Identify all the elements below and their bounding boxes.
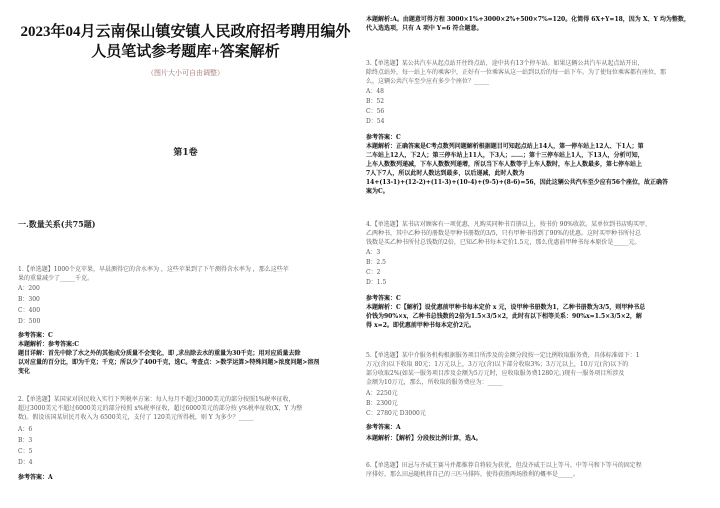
document-title — [18, 22, 353, 62]
answer: 参考答案：C — [18, 332, 53, 339]
question-text: 乙两种书，其中乙种书的册数是甲种书册数的3/5，只有甲种书得到了90%的优惠。这时买甲种书所付总 — [366, 230, 641, 237]
analysis-line: 本题解析：【解析】分段按比例计算，选A。 — [366, 435, 482, 442]
section-heading: 一.数量关系(共75题) — [18, 219, 96, 229]
question-text: 4.【单选题】某书店对顾客有一项优惠，凡购买同种书百册以上，按书价 90%收款。某单位到书店购买甲、 — [366, 221, 651, 228]
option-c: C：5 — [18, 448, 33, 455]
analysis-line: 变化 — [18, 368, 31, 375]
analysis-line: 本题解析:A。由题意可得方程 3000×1%+3000×2%+500×7%=120。化简得 6X+Y=18，因为 X、Y 均为整数， — [366, 16, 690, 23]
analysis-line: 得 x=2。即优惠前甲种书每本定价2元。 — [366, 322, 476, 329]
option-b: B：2.5 — [366, 259, 386, 266]
title-line-1: 2023年04月云南保山镇安镇人民政府招考聘用编外 — [20, 24, 351, 40]
option-b: B：52 — [366, 98, 385, 105]
question-text: 钱数是买乙种书所付总钱数的2倍，已知乙种书每本定价1.5元，那么优惠前甲种书每本原价是_____元。 — [366, 239, 641, 246]
analysis-line: 二车站上12人，下2人；第三停车站上11人，下3人；……；第十三停车站上1人，下13人，分析可知， — [366, 152, 644, 159]
analysis-line: 价钱为90%×x，乙种书总钱数的2倍为1.5×3/5×2，此时有以下相等关系：90%x=1.5×3/5×2，解 — [366, 313, 642, 320]
option-c: C：400 — [18, 307, 41, 314]
question-text: 部分收取2%(如某一服务项目涉及金额为5万元时，应收取服务费1280元。)现有一服务项目所涉及 — [366, 370, 625, 377]
analysis-line: 本题解析：C【解析】设优惠前甲种书每本定价 x 元，设甲种书册数为1，乙种书册数为3/5，则甲种书总 — [366, 304, 646, 311]
question-text: 除终点站外，每一站上车的乘客中，正好有一位乘客从这一站到以后的每一站下车。为了使每位乘客都有座位，那 — [366, 69, 667, 76]
subtitle: （图片大小可自由调整） — [147, 69, 224, 77]
question-text: 金额为10万元，那么，所收取的服务费应为：_____ — [366, 379, 503, 386]
analysis-line: 题目详解：首先中除了水之外的其他成分质量不会变化，即 ,求出除去水的重量为30千克；用对应质量去除 — [18, 350, 301, 357]
option-d: D：54 — [366, 118, 385, 125]
option-a: A：2250元 — [366, 390, 398, 397]
question-text: 万元(含)以下收取 80元；1万元以上，3万元(含)以下部分收取3%；3万元以上，10万元(含)以下的 — [366, 361, 629, 368]
option-d: D：4 — [18, 459, 33, 466]
analysis-line: 本题解析：参考答案:C — [18, 341, 79, 348]
option-b: B：3 — [18, 437, 33, 444]
analysis-line: 代入选选项，只有 A 项中 Y=6 符合题意。 — [366, 25, 483, 32]
question-text: 果的重量减少了_____千克。 — [18, 275, 94, 282]
analysis-line: 案为C。 — [366, 188, 389, 195]
question-text: 序排好，那么田忌随机将自己的三匹马排阵，使得获胜两场胜利的概率是_____。 — [366, 471, 580, 478]
analysis-line: 7人下7人，所以此时人数达到最多，以后递减，此时人数为 — [366, 170, 525, 177]
option-a: A：48 — [366, 88, 384, 95]
answer: 参考答案：A — [366, 424, 401, 431]
question-text: 超过3000美元不超过6000美元的部分按照 x%税率征收，超过6000美元的部分按 y%税率征收(X，Y 为整 — [18, 405, 303, 412]
analysis-line: 上车人数数列递减，下车人数数列递增，所以当下车人数等于上车人数时，车上人数最多，第七停车站上 — [366, 161, 643, 168]
option-c: C：2780元 D3000元 — [366, 410, 426, 417]
answer: 参考答案：C — [366, 134, 401, 141]
analysis-line: 本题解析：正确答案是C考点数列问题解析根据题目可知起点站上14人，第一停车站上12人、下1人；第 — [366, 143, 644, 150]
title-line-2: 人员笔试参考题库+答案解析 — [91, 44, 280, 60]
option-d: D：1.5 — [366, 279, 387, 286]
option-a: A：6 — [18, 426, 33, 433]
option-c: C：2 — [366, 269, 381, 276]
volume-heading: 第1卷 — [173, 148, 198, 158]
analysis-line: 以对应量的百分比，即为千克；千克；所以少了400千克，选C。考查点：>数学运算>特殊问题>浓度问题>溶剂 — [18, 359, 320, 366]
question-text: 数)。假设该国某居民月收入为 6500美元，支付了 120美元所得税，则 Y 为多少？_____ — [18, 414, 254, 421]
question-text: 6.【单选题】田忌与齐威王赛马并都推荐自将较为获优，但没齐威王以上等马、中等马和下等马的固定程 — [366, 462, 642, 469]
question-text: 5.【单选题】某中介服务机构根据服务项目所涉及的金额分段按一定比例收取服务费，具体标准如下：1 — [366, 352, 640, 359]
answer: 参考答案：A — [18, 474, 53, 481]
question-text: 1.【单选题】1000个克苹果，早晨测得它的含水率为 ，这些苹果到了下午测得含水率为 ，那么这些苹 — [18, 266, 289, 273]
question-text: 2.【单选题】某国家对居民收入实行下列税率方案：每人每月不超过3000美元的部分按照1%税率征收， — [18, 396, 295, 403]
question-text: 3.【单选题】某公共汽车从起点站开往终点站，途中共有13个停车站。如果这辆公共汽车从起点站开出， — [366, 60, 644, 67]
option-a: A：3 — [366, 249, 381, 256]
option-c: C：56 — [366, 108, 385, 115]
option-a: A：200 — [18, 285, 40, 292]
question-text: 么，这辆公共汽车至少应有多少个座位？_____ — [366, 78, 490, 85]
analysis-line: 14+(13-1)+(12-2)+(11-3)+(10-4)+(9-5)+(8-6)=56，因此这辆公共汽车至少应有56个座位，故正确答 — [366, 179, 669, 186]
option-b: B：2300元 — [366, 400, 398, 407]
option-d: D：500 — [18, 318, 41, 325]
option-b: B：300 — [18, 296, 40, 303]
answer: 参考答案：C — [366, 295, 401, 302]
